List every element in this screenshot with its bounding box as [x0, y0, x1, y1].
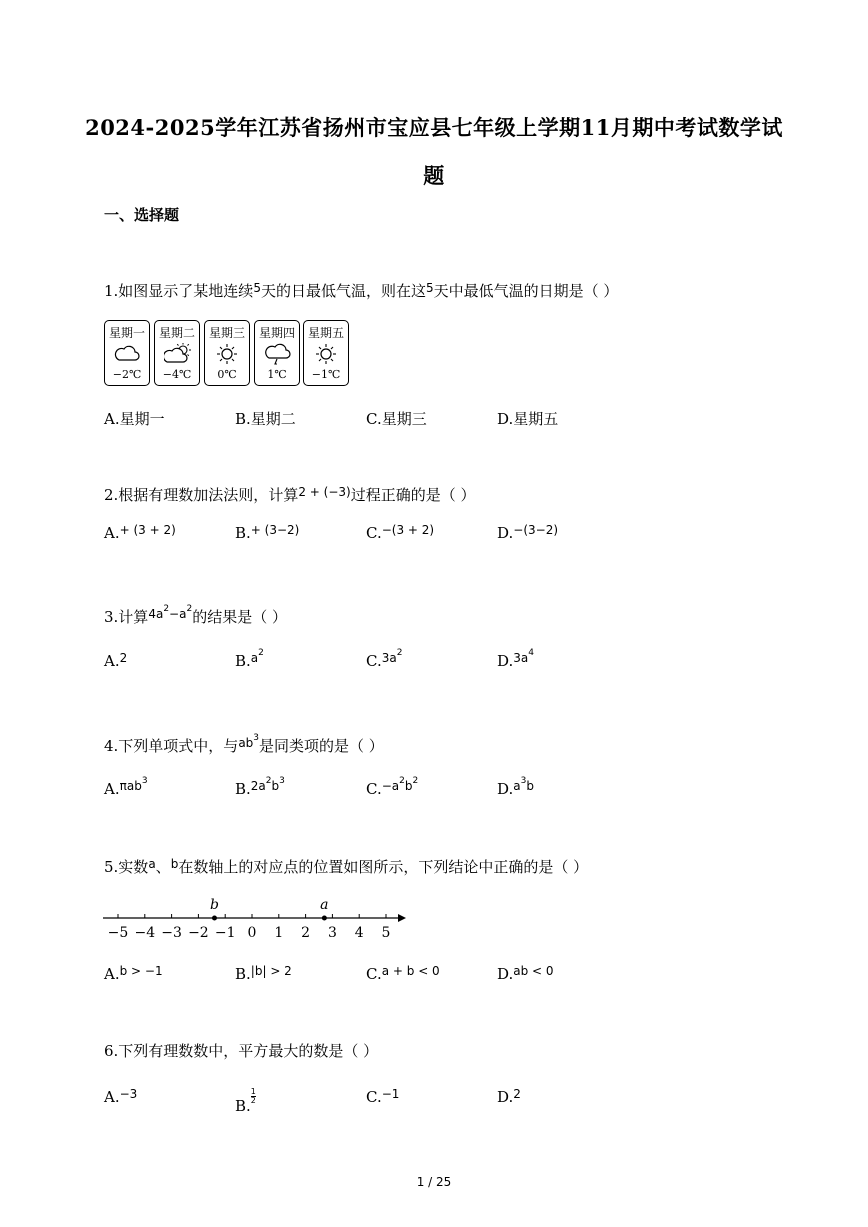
- math-expression: b > −1: [119, 964, 163, 978]
- option-label: C.: [366, 965, 382, 983]
- q3-option-a[interactable]: [104, 652, 127, 670]
- q1-option-b[interactable]: B.星期二: [235, 410, 296, 428]
- question-text: 在数轴上的对应点的位置如图所示，下列结论中正确的是（ ）: [178, 858, 589, 876]
- axis-tick-label: 5: [381, 925, 391, 941]
- point-a-label: a: [320, 897, 329, 913]
- question-text: 是同类项的是（ ）: [259, 737, 384, 755]
- weather-card-monday: [104, 320, 150, 386]
- option-label: D.: [497, 965, 514, 983]
- weather-day: 星期二: [158, 326, 195, 340]
- q6-option-c[interactable]: [366, 1088, 399, 1106]
- option-label: B.: [235, 1097, 251, 1115]
- point-b-label: b: [209, 897, 219, 913]
- question-text: 4.下列单项式中，与: [104, 737, 239, 755]
- math-expression: πab3: [119, 776, 148, 793]
- axis-tick-label: 4: [354, 925, 364, 941]
- option-label: B.: [235, 652, 251, 670]
- sun-icon: [313, 343, 339, 365]
- math-expression: 2a2b3: [250, 776, 285, 793]
- weather-day: 星期五: [307, 326, 344, 340]
- weather-card-tuesday: [154, 320, 200, 386]
- option-label: D.: [497, 1088, 514, 1106]
- option-label: D.: [497, 780, 514, 798]
- q3-option-b[interactable]: [235, 648, 264, 670]
- q2-option-c[interactable]: [366, 524, 434, 542]
- rain-cloud-icon: [264, 343, 292, 367]
- axis-tick-label: 0: [247, 925, 257, 941]
- axis-tick-label: 1: [274, 925, 284, 941]
- question-text: 天中最低气温的日期是（ ）: [433, 282, 619, 300]
- page-title-continued: 题: [423, 163, 445, 188]
- q1-option-c[interactable]: C.星期三: [366, 410, 427, 428]
- option-label: A.: [104, 524, 120, 542]
- math-expression: −1: [381, 1087, 400, 1101]
- math-variable: b: [170, 857, 179, 871]
- weather-card-wednesday: [204, 320, 250, 386]
- math-expression: 3a4: [513, 648, 534, 665]
- axis-tick-label: −5: [107, 925, 129, 941]
- question-text: 5.实数: [104, 858, 149, 876]
- math-variable: a: [148, 857, 156, 871]
- page-title: 2024-2025学年江苏省扬州市宝应县七年级上学期11月期中考试数学试: [85, 115, 783, 140]
- weather-temp: −2℃: [112, 368, 142, 381]
- axis-tick-label: −3: [161, 925, 182, 941]
- q6-option-d[interactable]: [497, 1088, 521, 1106]
- option-label: A.: [104, 652, 120, 670]
- q3-option-c[interactable]: [366, 648, 403, 670]
- weather-day: 星期一: [108, 326, 145, 340]
- q4-option-c[interactable]: [366, 776, 419, 798]
- question-2: [104, 484, 475, 505]
- math-expression: 2 + (−3): [298, 485, 351, 499]
- option-label: C.: [366, 1088, 382, 1106]
- question-text: 的结果是（ ）: [192, 608, 287, 626]
- question-5: [104, 856, 588, 877]
- q4-option-d[interactable]: [497, 776, 534, 798]
- option-label: A.: [104, 780, 120, 798]
- option-label: C.: [366, 652, 382, 670]
- axis-tick-label: 2: [301, 925, 311, 941]
- weather-temp: −1℃: [311, 368, 341, 381]
- fraction: [251, 1088, 256, 1105]
- point-a: [322, 916, 327, 921]
- cloud-icon: [114, 343, 140, 363]
- option-label: A.: [104, 1088, 120, 1106]
- q2-option-b[interactable]: [235, 524, 299, 542]
- math-expression: 2: [119, 651, 128, 665]
- option-label: D.: [497, 524, 514, 542]
- separator: 、: [155, 858, 171, 876]
- q5-option-b[interactable]: [235, 965, 292, 983]
- fraction-numerator: 1: [250, 1087, 256, 1096]
- math-number: 5: [253, 281, 261, 295]
- option-label: A.: [104, 965, 120, 983]
- q5-option-a[interactable]: [104, 965, 163, 983]
- weather-temp: −4℃: [162, 368, 192, 381]
- question-3: [104, 606, 287, 627]
- math-expression: −a2b2: [381, 776, 419, 793]
- math-expression: −(3−2): [513, 523, 559, 537]
- q2-option-a[interactable]: [104, 524, 176, 542]
- section-heading: 一、选择题: [104, 206, 180, 224]
- q4-option-a[interactable]: [104, 776, 148, 798]
- q5-option-d[interactable]: [497, 965, 554, 983]
- partly-sunny-icon: [164, 343, 192, 365]
- number-line: [100, 893, 410, 943]
- option-label: C.: [366, 524, 382, 542]
- question-text: 天的日最低气温，则在这: [260, 282, 426, 300]
- axis-tick-label: −4: [134, 925, 156, 941]
- axis-tick-label: −2: [188, 925, 209, 941]
- question-text: 过程正确的是（ ）: [350, 486, 476, 504]
- math-expression: −(3 + 2): [381, 523, 435, 537]
- math-number: 5: [425, 281, 434, 295]
- weather-card-thursday: [254, 320, 300, 386]
- weather-temp: 0℃: [217, 368, 237, 381]
- question-6: 6.下列有理数数中，平方最大的数是（ ）: [104, 1042, 379, 1060]
- math-expression: ab < 0: [513, 964, 554, 978]
- option-label: C.: [366, 780, 382, 798]
- q2-option-d[interactable]: [497, 524, 558, 542]
- math-expression: 4a2−a2: [148, 604, 193, 621]
- q3-option-d[interactable]: [497, 648, 534, 670]
- q4-option-b[interactable]: [235, 776, 285, 798]
- weather-day: 星期四: [258, 326, 295, 340]
- question-text: 1.如图显示了某地连续: [104, 282, 254, 300]
- math-expression: 3a2: [381, 648, 403, 665]
- weather-card-friday: [303, 320, 349, 386]
- question-4: [104, 735, 384, 756]
- math-expression: a + b < 0: [381, 964, 440, 978]
- option-label: B.: [235, 780, 251, 798]
- fraction-denominator: 2: [250, 1096, 256, 1105]
- math-expression: + (3 + 2): [119, 523, 176, 537]
- q6-option-a[interactable]: [104, 1088, 137, 1106]
- weather-day: 星期三: [208, 326, 245, 340]
- axis-tick-label: 3: [327, 925, 337, 941]
- math-expression: + (3−2): [250, 523, 300, 537]
- q1-option-a[interactable]: A.星期一: [104, 410, 165, 428]
- page-number: 1 / 25: [416, 1175, 452, 1189]
- math-expression: a3b: [513, 776, 534, 793]
- q6-option-b[interactable]: [235, 1088, 256, 1115]
- math-expression: −3: [119, 1087, 138, 1101]
- option-label: B.: [235, 524, 251, 542]
- math-expression: 2: [513, 1087, 521, 1101]
- point-b: [212, 916, 217, 921]
- axis-tick-label: −1: [214, 925, 236, 941]
- question-text: 3.计算: [104, 608, 149, 626]
- option-label: B.: [235, 965, 251, 983]
- math-expression: a2: [250, 648, 264, 665]
- option-label: D.: [497, 652, 514, 670]
- math-expression: |b| > 2: [250, 964, 292, 978]
- question-text: 2.根据有理数加法法则，计算: [104, 486, 299, 504]
- q5-option-c[interactable]: [366, 965, 440, 983]
- sun-icon: [214, 343, 240, 365]
- q1-option-d[interactable]: D.星期五: [497, 410, 559, 428]
- weather-temp: 1℃: [267, 368, 287, 381]
- question-1: [104, 280, 618, 301]
- math-expression: ab3: [238, 733, 260, 750]
- axis-arrow: [398, 914, 406, 922]
